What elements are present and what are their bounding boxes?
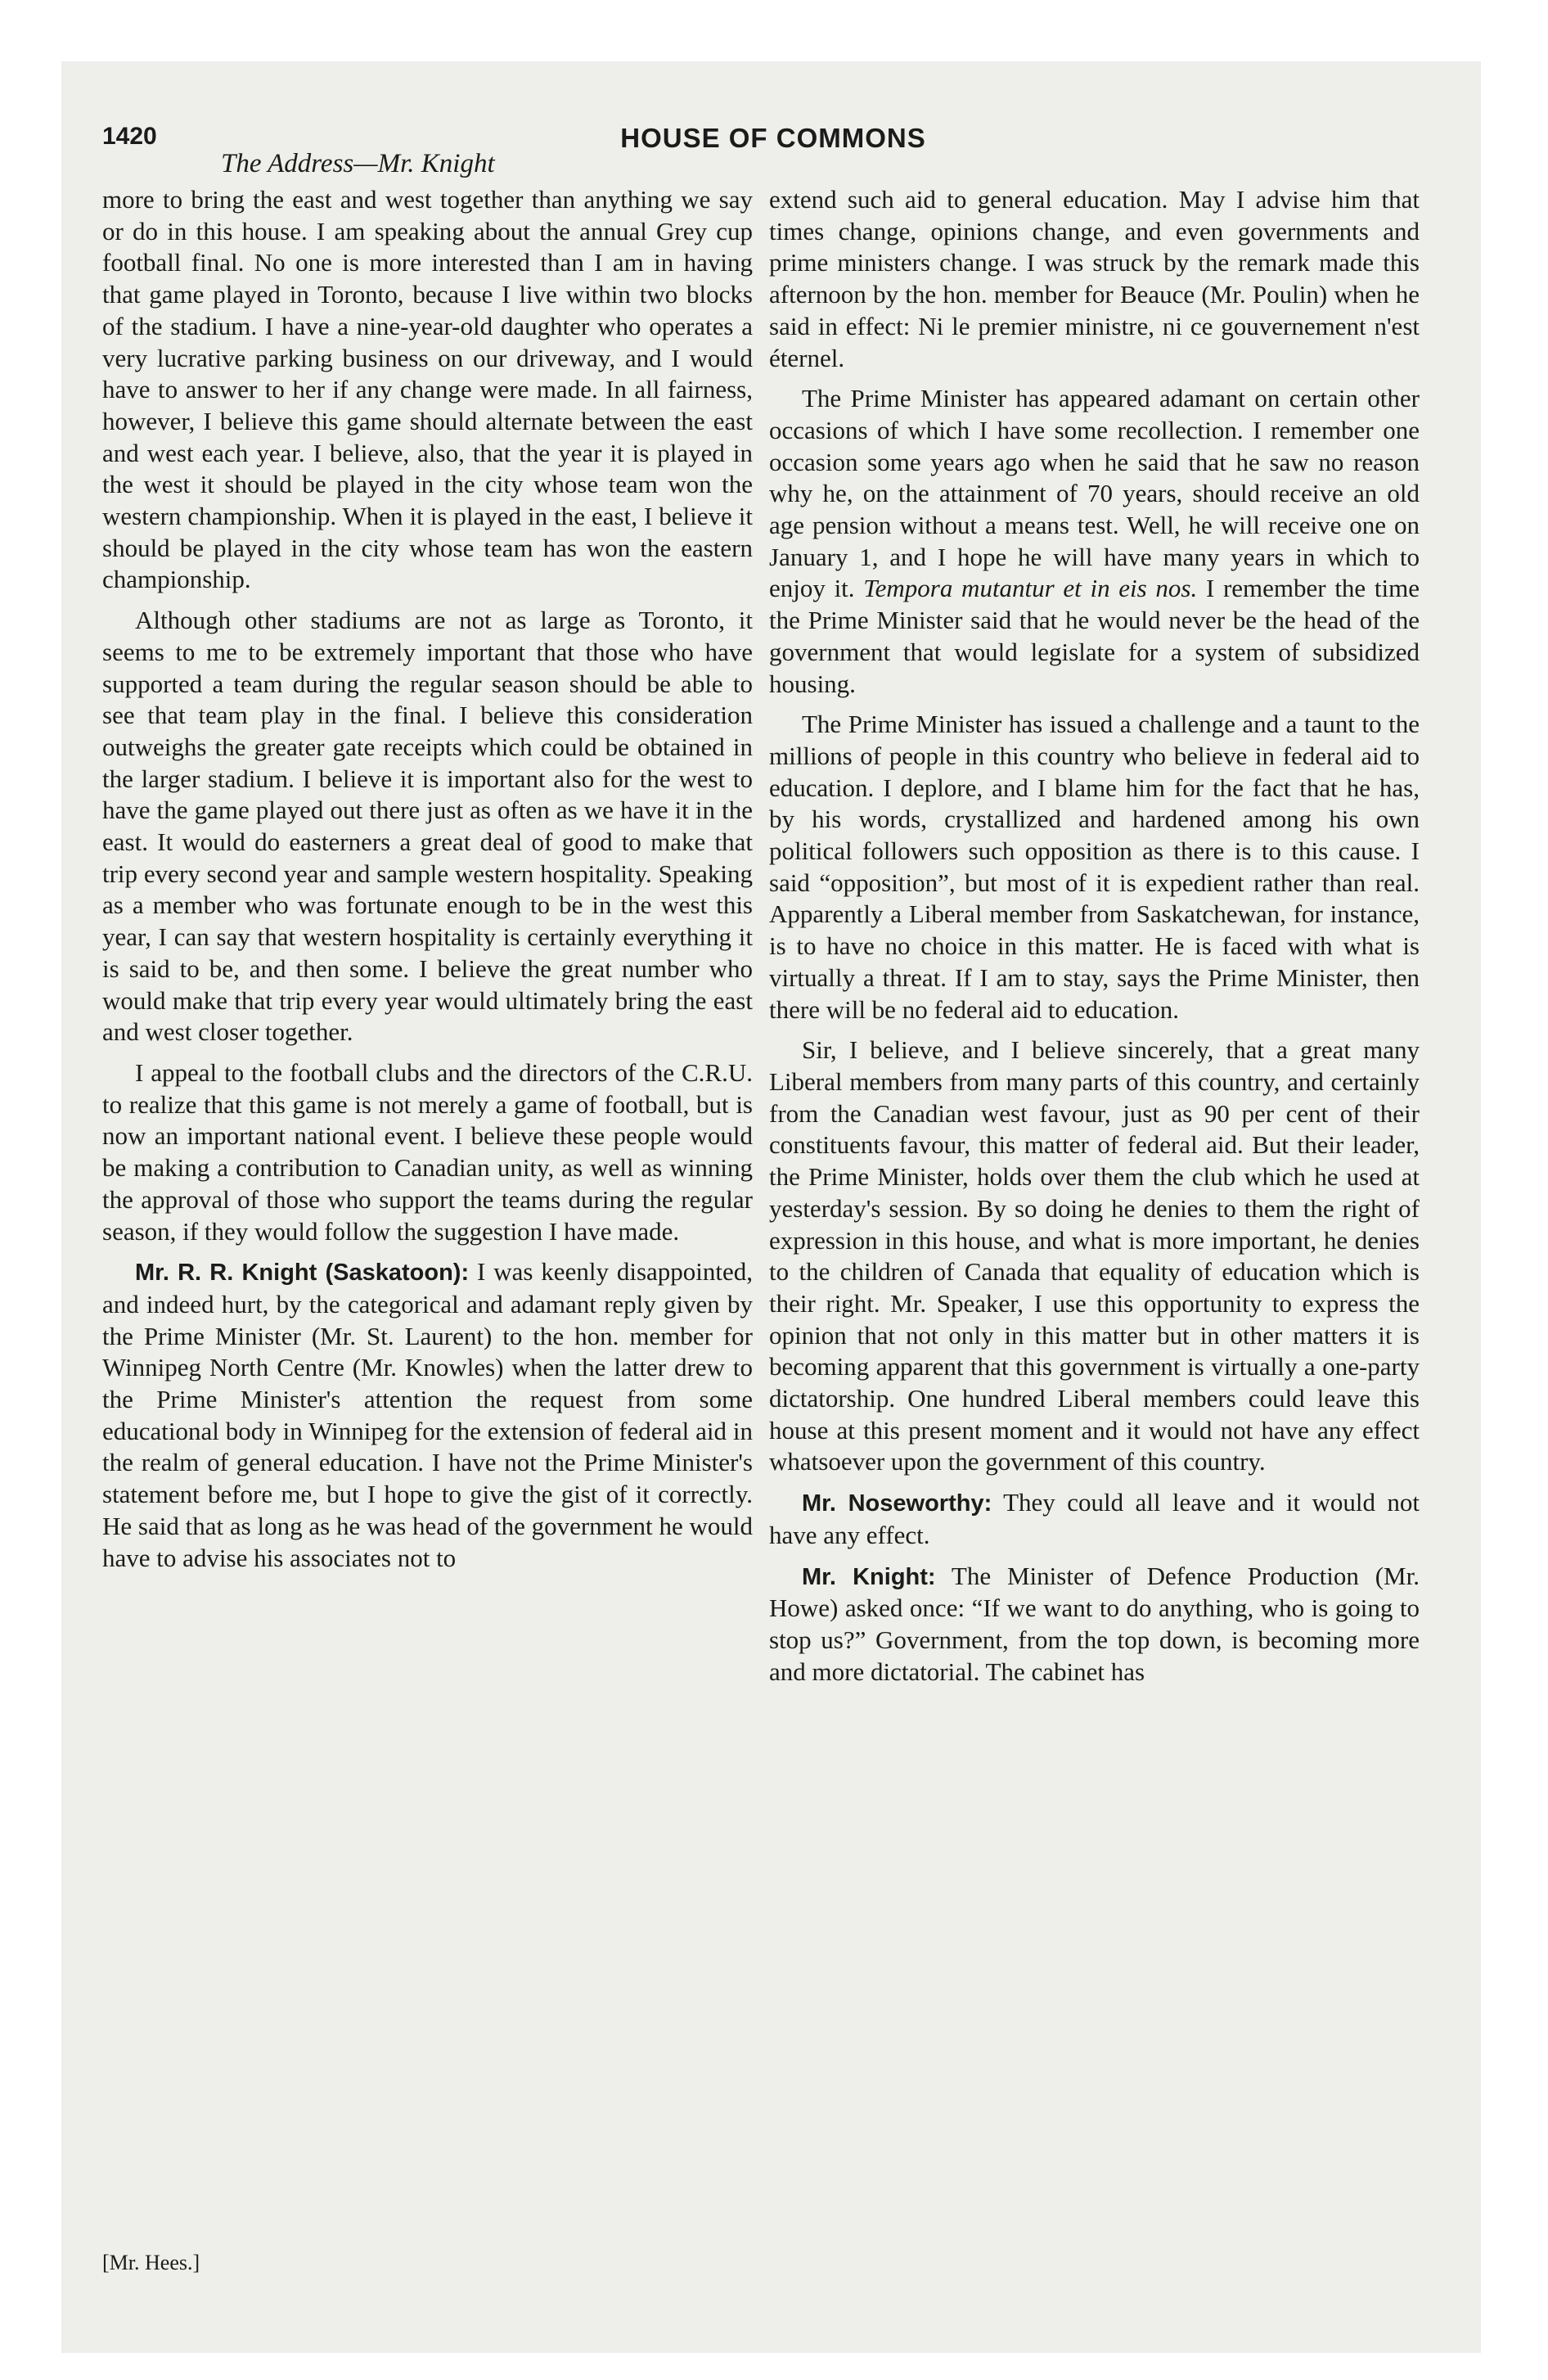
paragraph-text: The Prime Minister has appeared adamant on certain other occasions of which I have some recollection. I remember one occasion some years ago when he said that he saw no reason why he, on the attainment of 70 years, should receive an old age pension without a means test. Well, he will receive one on January 1, and I hope he will have many years in which to enjoy it. [769,384,1420,603]
speech-paragraph [769,1487,1420,1551]
latin-phrase: Tempora mutantur et in eis nos. [863,574,1198,603]
speech-paragraph [769,1561,1420,1688]
speech-paragraph [102,1256,753,1574]
page-sheet [61,61,1481,2353]
paragraph-text: I remember the time the Prime Minister said that he would never be the head of the government that would legislate for a system of subsidized housing. [769,574,1420,698]
speaker-name: Mr. R. R. Knight (Saskatoon): [135,1260,470,1287]
page-number: 1420 [102,123,157,150]
paragraph [769,383,1420,700]
page-title: HOUSE OF COMMONS [620,123,926,153]
paragraph: Sir, I believe, and I believe sincerely, that a great many Liberal members from many parts of this country, and certainly from the Canadian west favour, just as 90 per cent of their constituents favour, this matter of federal aid. But their leader, the Prime Minister, holds over them the club which he used at yesterday's session. By so doing he denies to them the right of expression in this house, and what is more important, he denies to the children of Canada that equality of education which is their right. Mr. Speaker, I use this opportunity to express the opinion that not only in this matter but in other matters it is becoming apparent that this government is virtually a one-party dictatorship. One hundred Liberal members could leave this house at this present moment and it would not have any effect whatsoever upon the government of this country. [769,1035,1420,1476]
speech-text: They could all leave and it would not have any effect. [769,1488,1420,1549]
paragraph: Although other stadiums are not as large as Toronto, it seems to me to be extremely important that those who have supported a team during the regular season should be able to see that team play in the final. I believe this consideration outweighs the greater gate receipts which could be obtained in the larger stadium. I believe it is important also for the west to have the game played out there just as often as we have it in the east. It would do easterners a great deal of good to make that trip every second year and sample western hospitality. Speaking as a member who was fortunate enough to be in the west this year, I can say that western hospitality is certainly everything it is said to be, and then some. I believe the great number who would make that trip every year would ultimately bring the east and west closer together. [102,606,753,1047]
paragraph: more to bring the east and west together than anything we say or do in this house. I am speaking about the annual Grey cup football final. No one is more interested than I am in having that game played in Toronto, because I live within two blocks of the stadium. I have a nine-year-old daughter who operates a very lucrative parking business on our driveway, and I would have to answer to her if any change were made. In all fairness, however, I believe this game should alternate between the east and west each year. I believe, also, that the year it is played in the west it should be played in the city whose team won the western championship. When it is played in the east, I believe it should be played in the city whose team has won the eastern championship. [102,185,753,594]
left-column [102,184,753,1583]
speech-text: I was keenly disappointed, and indeed hurt, by the categorical and adamant reply given by the Prime Minister (Mr. St. Laurent) to the hon. member for Winnipeg North Centre (Mr. Knowles) when the latter drew to the Prime Minister's attention the request from some educational body in Winnipeg for the extension of federal aid in the realm of general education. I have not the Prime Minister's statement before me, but I hope to give the gist of it correctly. He said that as long as he was head of the government he would have to advise his associates not to [102,1257,753,1572]
speaker-name: Mr. Noseworthy: [802,1490,992,1517]
right-column [769,184,1420,1697]
paragraph: I appeal to the football clubs and the directors of the C.R.U. to realize that this game is not merely a game of football, but is now an important national event. I believe these people would be making a contribution to Canadian unity, as well as winning the approval of those who support the teams during the regular season, if they would follow the suggestion I have made. [102,1057,753,1246]
speech-text: The Minister of Defence Production (Mr. Howe) asked once: “If we want to do anything, who is going to stop us?” Government, from the top down, is becoming more and more dictatorial. The cabinet has [769,1561,1420,1686]
speaker-name: Mr. Knight: [802,1563,936,1590]
paragraph: The Prime Minister has issued a challenge and a taunt to the millions of people in this country who believe in federal aid to education. I deplore, and I blame him for the fact that he has, by his words, crystallized and hardened among his own political followers such opposition as there is to this cause. I said “opposition”, but most of it is expedient rather than real. Apparently a Liberal member from Saskatchewan, for instance, is to have no choice in this matter. He is faced with what is virtually a threat. If I am to stay, says the Prime Minister, then there will be no federal aid to education. [769,710,1420,1024]
paragraph: extend such aid to general education. May I advise him that times change, opinions change, and even governments and prime ministers change. I was struck by the remark made this afternoon by the hon. member for Beauce (Mr. Poulin) when he said in effect: Ni le premier ministre, ni ce gouvernement n'est éternel. [769,185,1420,372]
footer-note: [Mr. Hees.] [102,2251,200,2274]
running-head: The Address—Mr. Knight [221,149,495,178]
